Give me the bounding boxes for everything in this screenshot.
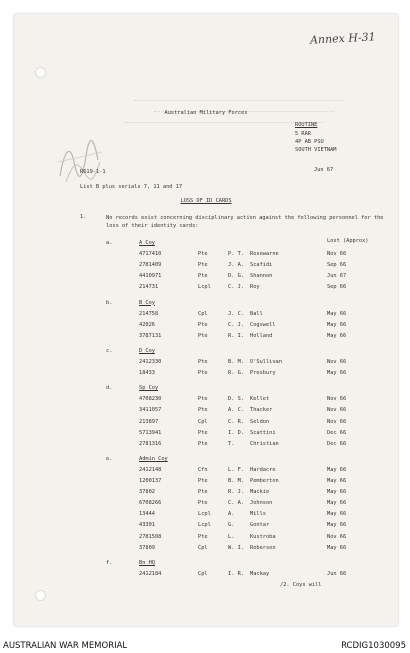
section-letter: c.: [106, 347, 113, 354]
personnel-row: [14, 489, 398, 498]
personnel-row: [14, 284, 398, 293]
surname: Mackie: [250, 489, 270, 496]
handwritten-scrawl: [54, 132, 106, 188]
date-lost: May 66: [327, 489, 347, 496]
service-number: 37802: [139, 489, 155, 496]
personnel-row: [14, 441, 398, 450]
service-number: 2781409: [139, 262, 162, 269]
surname: Hardacre: [250, 466, 276, 473]
section-letter: e.: [106, 455, 113, 462]
surname: Roberson: [250, 544, 276, 551]
date-lost: May 66: [327, 544, 347, 551]
rank: Pte: [198, 500, 208, 507]
initials: C. A.: [228, 500, 244, 507]
personnel-row: [14, 419, 398, 428]
surname: Scafidi: [250, 262, 273, 269]
personnel-row: [14, 500, 398, 509]
initials: W. I.: [228, 544, 244, 551]
service-number: 18433: [139, 370, 155, 377]
unit-heading: Bn HQ: [139, 559, 155, 566]
rank: Cfn: [198, 466, 208, 473]
date-lost: May 66: [327, 370, 347, 377]
surname: Rosewarne: [250, 251, 279, 258]
section-letter: b.: [106, 299, 113, 306]
continuation-text: /2. Coys will: [280, 582, 322, 588]
subject-heading: LOSS OF ID CARDS: [180, 198, 232, 204]
unit-heading: Sp Coy: [139, 385, 159, 392]
personnel-row: [14, 511, 398, 520]
initials: I. R.: [228, 570, 244, 577]
service-number: 6708266: [139, 500, 162, 507]
surname: Kellet: [250, 396, 270, 403]
initials: D. G.: [228, 273, 244, 280]
date-lost: May 66: [327, 500, 347, 507]
surname: Thacker: [250, 407, 273, 414]
list-reference: List B plus serials 7, 11 and 17: [80, 184, 183, 190]
punch-hole: [35, 67, 46, 78]
surname: Pemberton: [250, 478, 279, 484]
initials: G.: [228, 522, 235, 529]
date-lost: Jun 66: [327, 570, 347, 577]
service-number: 42026: [139, 321, 155, 328]
personnel-row: [14, 251, 398, 260]
rank: Pte: [198, 429, 208, 436]
surname: Kustroba: [250, 533, 276, 540]
rank: Pte: [198, 251, 208, 258]
date-lost: May 66: [327, 522, 347, 529]
personnel-row: [14, 407, 398, 416]
personnel-row: [14, 262, 398, 271]
service-number: 3787131: [139, 332, 162, 339]
distribution-line: 5 RAR: [295, 131, 311, 137]
initials: L. F.: [228, 466, 244, 473]
date-lost: May 66: [327, 310, 347, 317]
date-lost: May 66: [327, 511, 347, 518]
rank: Pte: [198, 370, 208, 377]
initials: R. G.: [228, 370, 244, 377]
surname: Roy: [250, 284, 260, 291]
rank: Pte: [198, 273, 208, 280]
paragraph-text: No records exist concerning disciplinary action against the following personnel for the loss of their identity cards:: [106, 215, 384, 229]
distribution-precedence: ROUTINE: [295, 122, 318, 128]
initials: D. S.: [228, 396, 244, 403]
document-page: [14, 14, 398, 626]
surname: Gontar: [250, 522, 270, 529]
service-number: 3411057: [139, 407, 162, 414]
rank: Pte: [198, 533, 208, 540]
date-lost: Jun 67: [327, 273, 347, 280]
rank: Pte: [198, 478, 208, 484]
date-lost: Nov 66: [327, 251, 347, 258]
date-lost: Nov 66: [327, 407, 347, 414]
rank: Cpl: [198, 310, 208, 317]
unit-heading: Admin Coy: [139, 455, 168, 462]
rank: Lcpl: [198, 522, 211, 529]
service-number: 4410971: [139, 273, 162, 280]
initials: L.: [228, 533, 235, 540]
date-lost: Nov 66: [327, 396, 347, 403]
personnel-row: [14, 273, 398, 282]
rank: Pte: [198, 407, 208, 414]
unit-heading: A Coy: [139, 240, 155, 246]
personnel-row: [14, 370, 398, 379]
rank: Cpl: [198, 418, 208, 425]
personnel-row: [14, 478, 398, 487]
surname: Mackay: [250, 570, 270, 577]
initials: J. A.: [228, 262, 244, 269]
initials: R. J.: [228, 489, 244, 496]
date-lost: Dec 66: [327, 429, 347, 436]
rank: Lcpl: [198, 284, 211, 291]
archive-id: RCDIG1030095: [341, 641, 406, 651]
surname: Scattini: [250, 429, 276, 436]
service-number: 2412330: [139, 359, 162, 365]
service-number: 2412184: [139, 570, 162, 577]
date-lost: Nov 66: [327, 359, 347, 365]
document-date: Jun 67: [314, 167, 334, 173]
surname: Ball: [250, 310, 263, 317]
personnel-row: [14, 322, 398, 331]
date-lost: May 66: [327, 478, 347, 484]
service-number: 1200137: [139, 478, 162, 484]
service-number: 2781316: [139, 440, 162, 447]
surname: Johnson: [250, 500, 273, 507]
rank: Pte: [198, 332, 208, 339]
punch-hole: [35, 590, 46, 601]
surname: Christian: [250, 440, 279, 447]
initials: J. C.: [228, 310, 244, 317]
document-title: Australian Military Forces: [164, 110, 248, 116]
initials: C. J.: [228, 284, 244, 291]
personnel-row: [14, 571, 398, 580]
service-number: 2781508: [139, 533, 162, 540]
initials: A.: [228, 511, 235, 518]
service-number: 13444: [139, 511, 155, 518]
section-letter: f.: [106, 559, 113, 566]
date-lost: Dec 66: [327, 440, 347, 447]
surname: O'Sullivan: [250, 359, 282, 365]
section-letter: d.: [106, 385, 113, 392]
surname: Seldon: [250, 418, 270, 425]
initials: R. I.: [228, 332, 244, 339]
service-number: 213897: [139, 418, 159, 425]
unit-heading: D Coy: [139, 347, 155, 354]
date-lost: May 66: [327, 466, 347, 473]
personnel-row: [14, 333, 398, 342]
section-letter: a.: [106, 240, 113, 246]
distribution-line: 4P AB PSU: [295, 139, 324, 145]
date-lost: Sep 66: [327, 262, 347, 269]
personnel-row: [14, 545, 398, 554]
initials: B. M.: [228, 478, 244, 484]
rank: Pte: [198, 440, 208, 447]
personnel-row: [14, 396, 398, 405]
unit-heading: B Coy: [139, 299, 155, 306]
service-number: 5713941: [139, 429, 162, 436]
lost-column-header: Lost (Approx): [327, 238, 369, 244]
initials: P. T.: [228, 251, 244, 258]
rank: Pte: [198, 359, 208, 365]
date-lost: Nov 66: [327, 533, 347, 540]
bleed-through-texture: [114, 90, 344, 123]
service-number: 2412148: [139, 466, 162, 473]
paragraph-number: 1.: [80, 214, 87, 220]
personnel-row: [14, 534, 398, 543]
date-lost: Nov 66: [327, 418, 347, 425]
rank: Pte: [198, 489, 208, 496]
service-number: 214731: [139, 284, 159, 291]
initials: A. C.: [228, 407, 244, 414]
surname: Holland: [250, 332, 273, 339]
rank: Lcpl: [198, 511, 211, 518]
service-number: 43301: [139, 522, 155, 529]
distribution-line: SOUTH VIETNAM: [295, 147, 337, 153]
surname: Shannon: [250, 273, 273, 280]
service-number: 214758: [139, 310, 159, 317]
personnel-row: [14, 359, 398, 368]
rank: Pte: [198, 396, 208, 403]
rank: Pte: [198, 321, 208, 328]
rank: Pte: [198, 262, 208, 269]
personnel-row: [14, 430, 398, 439]
date-lost: May 66: [327, 332, 347, 339]
initials: T.: [228, 440, 235, 447]
service-number: 4717410: [139, 251, 162, 258]
archive-name: AUSTRALIAN WAR MEMORIAL: [3, 641, 128, 651]
initials: B. M.: [228, 359, 244, 365]
file-reference: R619-1-1: [80, 169, 106, 175]
personnel-row: [14, 467, 398, 476]
rank: Cpl: [198, 544, 208, 551]
initials: C. R.: [228, 418, 244, 425]
date-lost: May 66: [327, 321, 347, 328]
personnel-row: [14, 522, 398, 531]
initials: I. D.: [228, 429, 244, 436]
annex-annotation: Annex H-31: [310, 30, 377, 47]
personnel-row: [14, 311, 398, 320]
archive-footer: [0, 638, 410, 653]
service-number: 37809: [139, 544, 155, 551]
initials: C. J.: [228, 321, 244, 328]
rank: Cpl: [198, 570, 208, 577]
surname: Presbury: [250, 370, 276, 377]
surname: Cogswell: [250, 321, 276, 328]
date-lost: Sep 66: [327, 284, 347, 291]
service-number: 4708230: [139, 396, 162, 403]
surname: Mills: [250, 511, 266, 518]
